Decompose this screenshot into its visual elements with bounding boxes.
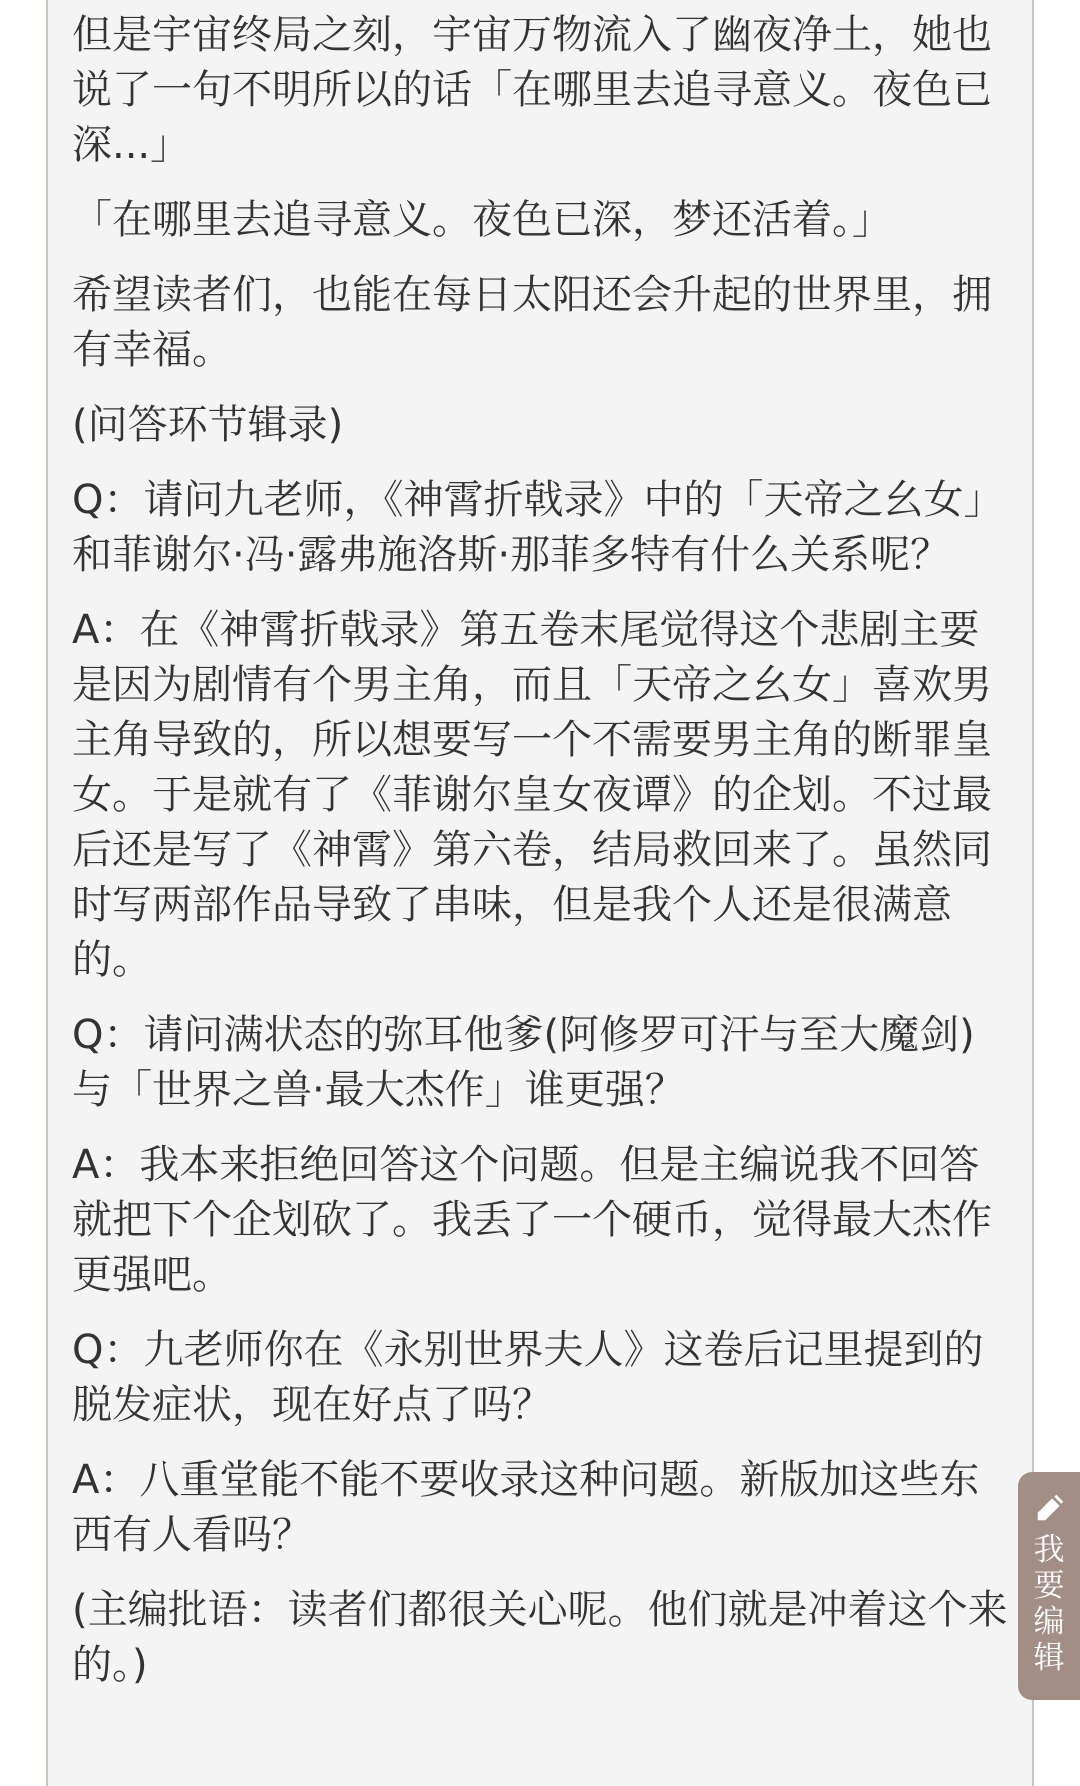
edit-button-label: 我要编辑 (1033, 1532, 1065, 1676)
article-content (46, 0, 1034, 1786)
article-paragraph: (问答环节辑录) (72, 402, 344, 448)
edit-button[interactable] (1018, 1472, 1080, 1700)
article-paragraph: A：我本来拒绝回答这个问题。但是主编说我不回答就把下个企划砍了。我丢了一个硬币，觉得最大杰作更强吧。 (72, 1142, 992, 1298)
article-paragraph: 希望读者们，也能在每日太阳还会升起的世界里，拥有幸福。 (72, 272, 992, 373)
article-paragraph: 但是宇宙终局之刻，宇宙万物流入了幽夜净土，她也说了一句不明所以的话「在哪里去追寻意义。夜色已深...」 (72, 12, 992, 168)
article-paragraph: A：在《神霄折戟录》第五卷末尾觉得这个悲剧主要是因为剧情有个男主角，而且「天帝之幺女」喜欢男主角导致的，所以想要写一个不需要男主角的断罪皇女。于是就有了《菲谢尔皇女夜谭》的企划。不过最后还是写了《神霄》第六卷，结局救回来了。虽然同时写两部作品导致了串味，但是我个人还是很满意的。 (72, 607, 992, 983)
article-paragraph: 「在哪里去追寻意义。夜色已深，梦还活着。」 (72, 197, 892, 243)
pencil-icon (1034, 1494, 1064, 1524)
article-paragraph: Q：九老师你在《永别世界夫人》这卷后记里提到的脱发症状，现在好点了吗？ (72, 1327, 984, 1428)
article-paragraph: A：八重堂能不能不要收录这种问题。新版加这些东西有人看吗？ (72, 1457, 980, 1558)
article-paragraph: Q：请问九老师，《神霄折戟录》中的「天帝之幺女」和菲谢尔·冯·露弗施洛斯·那菲多特有什么关系呢？ (72, 477, 1004, 578)
article-paragraph: (主编批语：读者们都很关心呢。他们就是冲着这个来的。) (72, 1587, 1008, 1688)
article-paragraph: Q：请问满状态的弥耳他爹(阿修罗可汗与至大魔剑)与「世界之兽·最大杰作」谁更强？ (72, 1012, 975, 1113)
